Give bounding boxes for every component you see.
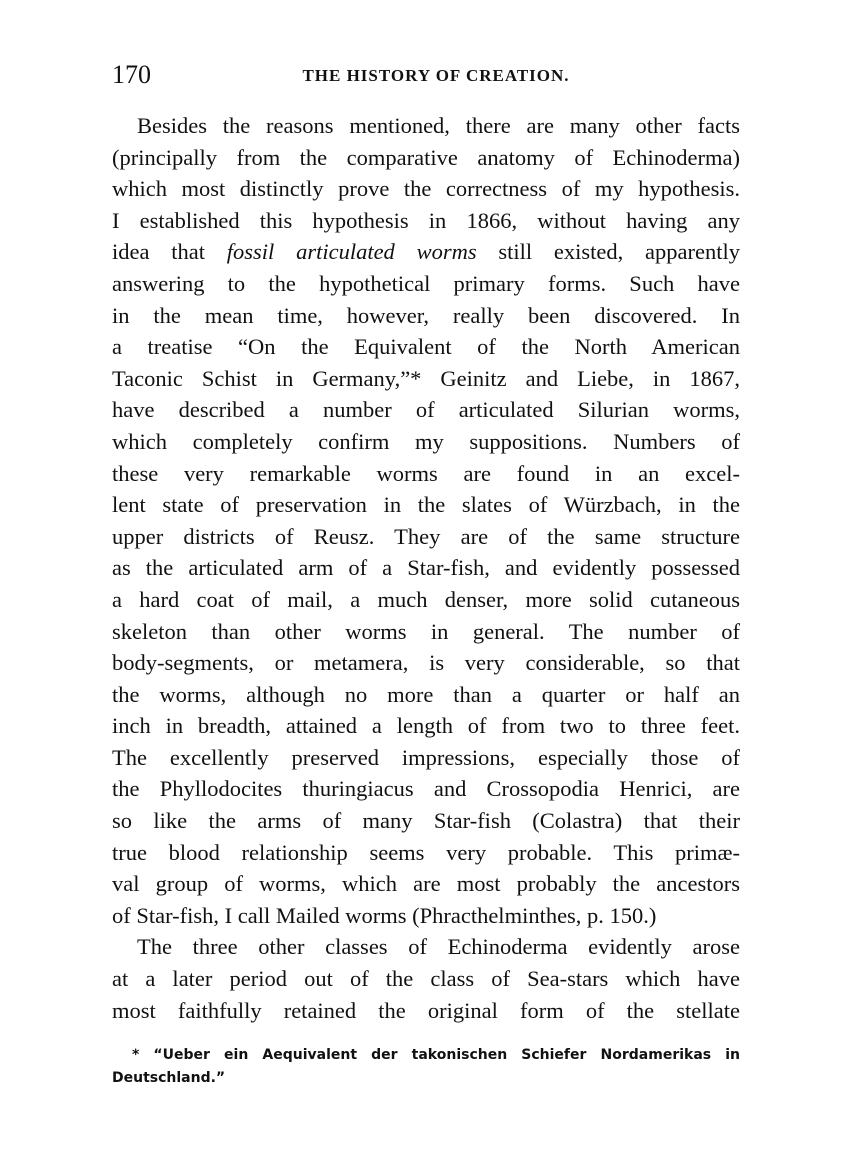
text-line	[112, 236, 740, 268]
text-line: (principally from the comparative anatomy of Echinoderma)	[112, 144, 740, 170]
text-line: in the mean time, however, really been discovered. In	[112, 302, 740, 328]
running-title: THE HISTORY OF CREATION.	[302, 66, 570, 85]
footnote-line: * “Ueber ein Aequivalent der takonischen Schiefer Nordamerikas in	[132, 1047, 740, 1063]
text-line: as the articulated arm of a Star-fish, and evidently possessed	[112, 555, 740, 581]
italic-phrase: fossil articulated worms	[226, 239, 477, 265]
text-line: skeleton than other worms in general. The number of	[112, 618, 740, 644]
text-line: at a later period out of the class of Sea-stars which have	[112, 966, 740, 992]
page-number: 170	[112, 60, 151, 89]
text-line: body-segments, or metamera, is very considerable, so that	[112, 650, 740, 676]
text-line: Besides the reasons mentioned, there are many other facts	[137, 113, 740, 138]
running-header	[112, 60, 740, 90]
footnote	[112, 1044, 740, 1090]
text-line: of Star-fish, I call Mailed worms (Phracthelminthes, p. 150.)	[112, 902, 657, 928]
footnote-line: Deutschland.”	[112, 1070, 226, 1086]
text-line: have described a number of articulated Silurian worms,	[112, 397, 740, 423]
text-line: these very remarkable worms are found in an excel-	[112, 460, 740, 486]
body-text	[112, 110, 740, 1026]
text-line: the Phyllodocites thuringiacus and Crossopodia Henrici, are	[112, 776, 740, 802]
text-line: Taconic Schist in Germany,”* Geinitz and Liebe, in 1867,	[112, 365, 740, 391]
text-line: true blood relationship seems very probable. This primæ-	[112, 839, 740, 865]
text-line: most faithfully retained the original form of the stellate	[112, 997, 740, 1023]
text-line: lent state of preservation in the slates of Würzbach, in the	[112, 492, 740, 518]
text-line: val group of worms, which are most probably the ancestors	[112, 871, 740, 897]
text-segment: still existed, apparently	[498, 239, 741, 265]
text-line: which most distinctly prove the correctness of my hypothesis.	[112, 176, 740, 202]
text-line: The three other classes of Echinoderma evidently arose	[137, 934, 740, 960]
text-line: so like the arms of many Star-fish (Colastra) that their	[112, 808, 740, 834]
text-segment: idea that	[112, 239, 205, 265]
text-line: a treatise “On the Equivalent of the North American	[112, 334, 740, 360]
text-line: I established this hypothesis in 1866, without having any	[112, 207, 740, 233]
text-line: inch in breadth, attained a length of from two to three feet.	[112, 713, 740, 739]
text-line: which completely confirm my suppositions. Numbers of	[112, 428, 740, 454]
text-line: The excellently preserved impressions, especially those of	[112, 744, 740, 770]
text-line: upper districts of Reusz. They are of the same structure	[112, 523, 740, 549]
text-line: the worms, although no more than a quarter or half an	[112, 681, 740, 707]
text-line: a hard coat of mail, a much denser, more solid cutaneous	[112, 586, 740, 612]
text-line: answering to the hypothetical primary forms. Such have	[112, 270, 740, 296]
